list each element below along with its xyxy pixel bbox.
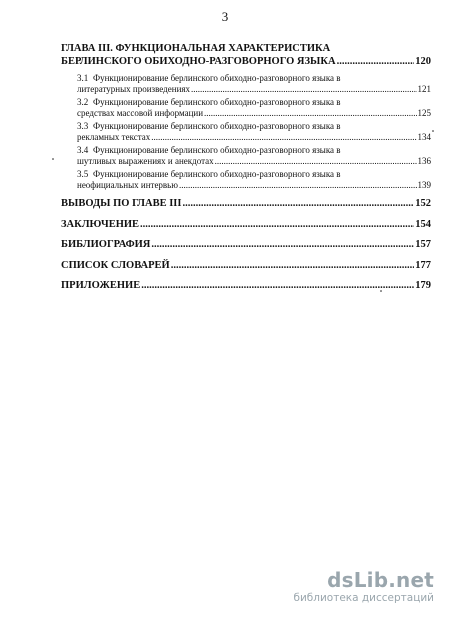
section-list — [61, 73, 431, 191]
watermark-logo: dsLib.net — [327, 568, 434, 592]
section-page-number: 139 — [417, 180, 431, 190]
entry-label: ВЫВОДЫ ПО ГЛАВЕ III — [61, 198, 182, 209]
dot-leader — [337, 55, 415, 68]
dot-leader — [191, 84, 416, 95]
section-page-number: 125 — [417, 108, 431, 118]
watermark[interactable] — [293, 569, 434, 605]
scan-speck — [432, 130, 434, 132]
dot-leader — [182, 197, 414, 210]
section-title-line1: Функционирование берлинского обиходно-разговорного языка в — [93, 97, 341, 107]
entry-page-number: 152 — [415, 198, 431, 209]
dot-leader — [141, 279, 414, 292]
toc-section-3-4[interactable] — [61, 145, 431, 167]
section-title-line1: Функционирование берлинского обиходно-разговорного языка в — [93, 145, 341, 155]
page-number: 3 — [221, 9, 229, 24]
section-title-line1: Функционирование берлинского обиходно-разговорного языка в — [93, 169, 341, 179]
toc-section-3-3[interactable] — [61, 121, 431, 143]
entry-page-number: 177 — [415, 259, 431, 271]
entry-label: ПРИЛОЖЕНИЕ — [61, 280, 141, 291]
toc-entry-dictionaries[interactable] — [61, 259, 431, 272]
chapter-heading[interactable] — [61, 42, 431, 68]
chapter-title-line1: ГЛАВА III. ФУНКЦИОНАЛЬНАЯ ХАРАКТЕРИСТИКА — [61, 43, 331, 54]
section-number: 3.3 — [77, 121, 89, 131]
entry-label: БИБЛИОГРАФИЯ — [61, 239, 151, 250]
toc-entry-conclusions[interactable] — [61, 197, 431, 210]
chapter-page-number: 120 — [415, 56, 431, 67]
section-number: 3.4 — [77, 145, 89, 155]
section-title-line2: литературных произведениях — [77, 84, 191, 94]
toc-entry-summary[interactable] — [61, 218, 431, 231]
toc-section-3-1[interactable] — [61, 73, 431, 95]
entry-page-number: 154 — [415, 218, 431, 230]
section-title-line2: рекламных текстах — [77, 132, 151, 142]
watermark-subtitle: библиотека диссертаций — [293, 592, 434, 604]
section-page-number: 134 — [417, 132, 431, 142]
section-title-line2: шутливых выражениях и анекдотах — [77, 156, 214, 166]
entry-page-number: 179 — [415, 280, 431, 291]
dot-leader — [140, 218, 414, 231]
toc-section-3-5[interactable] — [61, 169, 431, 191]
dot-leader — [204, 108, 416, 119]
section-title-line2: средствах массовой информации — [77, 108, 204, 118]
toc-entry-bibliography[interactable] — [61, 238, 431, 251]
toc-entry-appendix[interactable] — [61, 279, 431, 292]
section-number: 3.1 — [77, 73, 89, 83]
chapter-title-line2: БЕРЛИНСКОГО ОБИХОДНО-РАЗГОВОРНОГО ЯЗЫКА — [61, 56, 336, 67]
entry-page-number: 157 — [415, 239, 431, 250]
section-title-line1: Функционирование берлинского обиходно-разговорного языка в — [93, 73, 341, 83]
section-page-number: 121 — [417, 84, 431, 94]
toc-section-3-2[interactable] — [61, 97, 431, 119]
scan-speck — [52, 158, 54, 160]
table-of-contents — [61, 42, 431, 300]
entry-label: СПИСОК СЛОВАРЕЙ — [61, 259, 170, 271]
dot-leader — [151, 238, 414, 251]
scan-speck — [380, 290, 382, 292]
section-number: 3.2 — [77, 97, 89, 107]
dot-leader — [215, 156, 417, 167]
entry-label: ЗАКЛЮЧЕНИЕ — [61, 218, 140, 230]
dot-leader — [179, 180, 416, 191]
section-title-line2: неофициальных интервью — [77, 180, 179, 190]
dot-leader — [151, 132, 416, 143]
section-page-number: 136 — [417, 156, 431, 166]
section-number: 3.5 — [77, 169, 89, 179]
dot-leader — [171, 259, 415, 272]
section-title-line1: Функционирование берлинского обиходно-разговорного языка в — [93, 121, 341, 131]
main-entry-list — [61, 197, 431, 292]
